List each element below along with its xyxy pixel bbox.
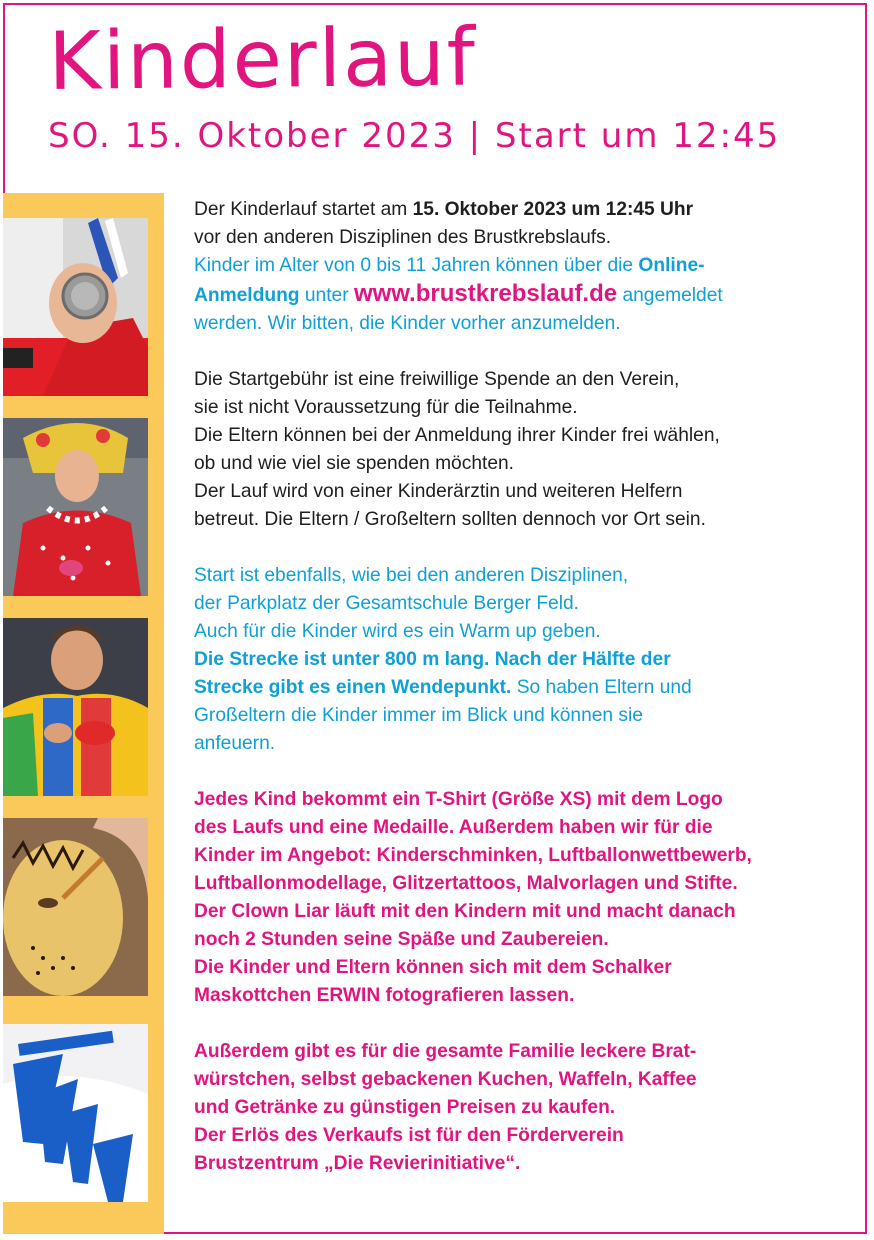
text-line xyxy=(194,674,824,702)
text-line xyxy=(194,252,824,280)
text-line: Die Startgebühr ist eine freiwillige Spende an den Verein, xyxy=(194,369,680,390)
text-segment: So haben Eltern und xyxy=(511,677,692,698)
text-line: ob und wie viel sie spenden möchten. xyxy=(194,453,514,474)
text-line: Die Eltern können bei der Anmeldung ihrer Kinder frei wählen, xyxy=(194,425,720,446)
text-line: betreut. Die Eltern / Großeltern sollten dennoch vor Ort sein. xyxy=(194,509,706,530)
text-line: Start ist ebenfalls, wie bei den anderen Disziplinen, xyxy=(194,565,629,586)
photo-face-painting xyxy=(3,818,148,996)
text-line: Jedes Kind bekommt ein T-Shirt (Größe XS) mit dem Logo xyxy=(194,789,723,810)
website-link[interactable]: www.brustkrebslauf.de xyxy=(353,280,618,307)
text-line: Der Lauf wird von einer Kinderärztin und weiteren Helfern xyxy=(194,481,683,502)
text-line: würstchen, selbst gebackenen Kuchen, Waffeln, Kaffee xyxy=(194,1069,697,1090)
text-line: anfeuern. xyxy=(194,733,276,754)
text-line: noch 2 Stunden seine Späße und Zaubereien. xyxy=(194,929,609,950)
paragraph-catering xyxy=(194,1038,824,1178)
online-label: Anmeldung xyxy=(194,285,300,306)
text-line: Kinder im Angebot: Kinderschminken, Luftballonwettbewerb, xyxy=(194,845,752,866)
event-date-subtitle: SO. 15. Oktober 2023 | Start um 12:45 xyxy=(48,116,781,156)
text-line: Auch für die Kinder wird es ein Warm up geben. xyxy=(194,621,601,642)
face-painting-illustration xyxy=(3,818,148,996)
photo-tshirts xyxy=(3,1024,148,1202)
paragraph-activities xyxy=(194,786,824,1010)
main-text xyxy=(194,196,824,1206)
photo-medal xyxy=(3,218,148,396)
text-line: Außerdem gibt es für die gesamte Familie leckere Brat- xyxy=(194,1041,697,1062)
route-highlight: Strecke gibt es einen Wendepunkt. xyxy=(194,677,512,698)
text-line: Luftballonmodellage, Glitzertattoos, Malvorlagen und Stifte. xyxy=(194,873,738,894)
date-highlight: 15. Oktober 2023 um 12:45 Uhr xyxy=(412,199,694,220)
tshirts-illustration xyxy=(3,1024,148,1202)
text-line: Der Erlös des Verkaufs ist für den Förderverein xyxy=(194,1125,624,1146)
text-segment: Kinder im Alter von 0 bis 11 Jahren können über die xyxy=(194,255,639,276)
text-line xyxy=(194,196,824,224)
text-line: Maskottchen ERWIN fotografieren lassen. xyxy=(194,985,575,1006)
text-line: sie ist nicht Voraussetzung für die Teilnahme. xyxy=(194,397,578,418)
text-segment: Der Kinderlauf startet am xyxy=(194,199,413,220)
text-segment: unter xyxy=(299,285,354,306)
paragraph-fees xyxy=(194,366,824,534)
photo-woman-flower-hat xyxy=(3,418,148,596)
text-line: Der Clown Liar läuft mit den Kindern mit und macht danach xyxy=(194,901,736,922)
text-line: des Laufs und eine Medaille. Außerdem haben wir für die xyxy=(194,817,713,838)
text-line: und Getränke zu günstigen Preisen zu kaufen. xyxy=(194,1097,616,1118)
text-segment: angemeldet xyxy=(617,285,723,306)
text-line xyxy=(194,280,824,310)
text-line: Großeltern die Kinder immer im Blick und können sie xyxy=(194,705,643,726)
text-line: Die Kinder und Eltern können sich mit dem Schalker xyxy=(194,957,672,978)
text-line: vor den anderen Disziplinen des Brustkrebslaufs. xyxy=(194,227,612,248)
online-label: Online- xyxy=(638,255,705,276)
text-line: Brustzentrum „Die Revierinitiative“. xyxy=(194,1153,521,1174)
clown-photo-illustration xyxy=(3,618,148,796)
text-line xyxy=(194,646,824,674)
medal-photo-illustration xyxy=(3,218,148,396)
paragraph-registration xyxy=(194,196,824,338)
text-line: werden. Wir bitten, die Kinder vorher anzumelden. xyxy=(194,313,621,334)
paragraph-route xyxy=(194,562,824,758)
page-title: Kinderlauf xyxy=(47,10,478,108)
woman-photo-illustration xyxy=(3,418,148,596)
route-highlight: Die Strecke ist unter 800 m lang. Nach der Hälfte der xyxy=(194,649,671,670)
photo-clown-with-headset xyxy=(3,618,148,796)
text-line: der Parkplatz der Gesamtschule Berger Feld. xyxy=(194,593,579,614)
